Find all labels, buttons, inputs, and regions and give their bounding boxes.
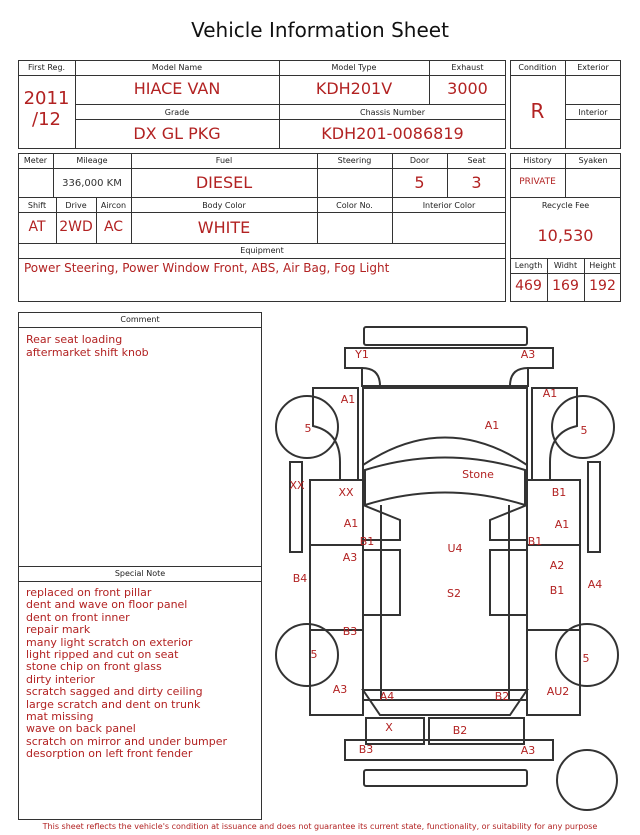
length-value: 469 xyxy=(515,278,542,294)
special-note-item: scratch sagged and dirty ceiling xyxy=(26,685,203,699)
height-label: Height xyxy=(589,261,616,270)
door-label: Door xyxy=(409,156,430,165)
recycle-fee-value: 10,530 xyxy=(537,226,594,245)
fuel-value: DIESEL xyxy=(195,173,253,192)
fuel-label: Fuel xyxy=(215,156,233,165)
special-note-item: scratch on mirror and under bumper xyxy=(26,734,228,748)
damage-mark: B1 xyxy=(527,535,543,548)
model-name-value: HIACE VAN xyxy=(133,79,221,98)
damage-mark: Stone xyxy=(462,468,494,481)
seat-value: 3 xyxy=(471,173,482,192)
grade-label: Grade xyxy=(164,108,190,117)
body-color-value: WHITE xyxy=(197,218,251,237)
damage-mark: 5 xyxy=(580,424,588,437)
damage-mark: XX xyxy=(289,479,305,492)
comment-label: Comment xyxy=(120,315,160,324)
special-note-item: repair mark xyxy=(26,623,91,637)
interior-label: Interior xyxy=(578,108,608,117)
disclaimer-footer: This sheet reflects the vehicle's condition at issuance and does not guarantee its current state, functionality, or suitability for any purpose xyxy=(42,822,598,831)
width-value: 169 xyxy=(552,278,579,294)
special-note-item: mat missing xyxy=(26,710,94,723)
history-label: History xyxy=(523,156,552,165)
special-note-item: replaced on front pillar xyxy=(26,586,152,599)
damage-mark: B2 xyxy=(452,724,468,737)
seat-label: Seat xyxy=(467,156,486,165)
damage-mark: B4 xyxy=(292,572,308,585)
aircon-label: Aircon xyxy=(100,201,127,210)
special-note-item: dent and wave on floor panel xyxy=(26,598,188,612)
body-color-label: Body Color xyxy=(202,201,246,210)
mileage-value: 336,000 KM xyxy=(62,178,122,189)
model-type-label: Model Type xyxy=(331,63,377,72)
damage-mark: B1 xyxy=(551,486,567,499)
comment-line: Rear seat loading xyxy=(26,333,123,346)
chassis-label: Chassis Number xyxy=(360,108,425,117)
damage-mark: A1 xyxy=(340,393,356,406)
damage-mark: B1 xyxy=(549,584,565,597)
color-no-label: Color No. xyxy=(336,201,373,210)
drive-label: Drive xyxy=(65,201,87,210)
shift-value: AT xyxy=(28,219,46,235)
chassis-value: KDH201-0086819 xyxy=(321,124,464,143)
vehicle-damage-diagram xyxy=(268,320,630,820)
equipment-value: Power Steering, Power Window Front, ABS, Air Bag, Fog Light xyxy=(24,261,390,275)
damage-mark: A3 xyxy=(332,683,348,696)
meter-label: Meter xyxy=(23,156,48,165)
special-note-item: dent on front inner xyxy=(26,610,130,624)
damage-mark: A4 xyxy=(587,578,603,591)
damage-mark: A1 xyxy=(484,419,500,432)
damage-mark: B2 xyxy=(494,690,510,703)
recycle-fee-label: Recycle Fee xyxy=(541,201,590,210)
damage-mark: S2 xyxy=(447,587,461,600)
damage-mark: A3 xyxy=(342,551,358,564)
damage-mark: 5 xyxy=(310,648,318,661)
shift-label: Shift xyxy=(27,201,47,210)
model-name-label: Model Name xyxy=(151,63,203,72)
height-value: 192 xyxy=(589,278,616,294)
exhaust-label: Exhaust xyxy=(451,63,484,72)
damage-mark: U4 xyxy=(447,542,463,555)
condition-grade: R xyxy=(530,99,545,123)
damage-mark: B1 xyxy=(359,535,375,548)
damage-mark: A3 xyxy=(520,348,536,361)
equipment-label: Equipment xyxy=(240,246,284,255)
special-note-item: light ripped and cut on seat xyxy=(26,648,179,661)
special-note-item: desorption on left front fender xyxy=(26,747,193,761)
length-label: Length xyxy=(514,261,543,270)
damage-mark: 5 xyxy=(304,422,312,435)
grade-value: DX GL PKG xyxy=(133,124,221,143)
special-note-item: large scratch and dent on trunk xyxy=(26,697,201,711)
damage-mark: A1 xyxy=(542,387,558,400)
interior-color-label: Interior Color xyxy=(422,201,476,210)
special-note-item: dirty interior xyxy=(26,672,95,686)
damage-mark: AU2 xyxy=(546,685,570,698)
special-note-item: stone chip on front glass xyxy=(26,660,162,674)
first-reg-month: /12 xyxy=(32,109,61,130)
aircon-value: AC xyxy=(103,219,124,235)
model-type-value: KDH201V xyxy=(315,79,393,98)
damage-mark: A3 xyxy=(520,744,536,757)
special-note-item: wave on back panel xyxy=(26,722,136,736)
history-value: PRIVATE xyxy=(519,177,556,187)
drive-value: 2WD xyxy=(59,219,93,235)
damage-mark: A4 xyxy=(379,690,395,703)
comment-line: aftermarket shift knob xyxy=(26,345,149,359)
special-note-label: Special Note xyxy=(114,569,166,578)
damage-mark: XX xyxy=(338,486,354,499)
damage-mark: B3 xyxy=(358,743,374,756)
damage-mark: X xyxy=(385,721,393,734)
damage-mark: A2 xyxy=(549,559,565,572)
width-label: Widht xyxy=(553,261,578,270)
sheet-title: Vehicle Information Sheet xyxy=(191,18,449,42)
exhaust-value: 3000 xyxy=(447,79,488,98)
damage-mark: A1 xyxy=(343,517,359,530)
door-value: 5 xyxy=(414,173,425,192)
special-note-item: many light scratch on exterior xyxy=(26,635,193,649)
first-reg-year: 2011 xyxy=(23,88,70,109)
damage-mark: A1 xyxy=(554,518,570,531)
damage-mark: 5 xyxy=(582,652,590,665)
damage-mark: Y1 xyxy=(355,348,369,361)
first-reg-label: First Reg. xyxy=(27,63,66,72)
condition-label: Condition xyxy=(518,63,557,72)
damage-mark: B3 xyxy=(342,625,358,638)
steering-label: Steering xyxy=(337,156,372,165)
exterior-label: Exterior xyxy=(577,63,609,72)
syaken-label: Syaken xyxy=(578,156,608,165)
mileage-label: Mileage xyxy=(76,156,108,165)
